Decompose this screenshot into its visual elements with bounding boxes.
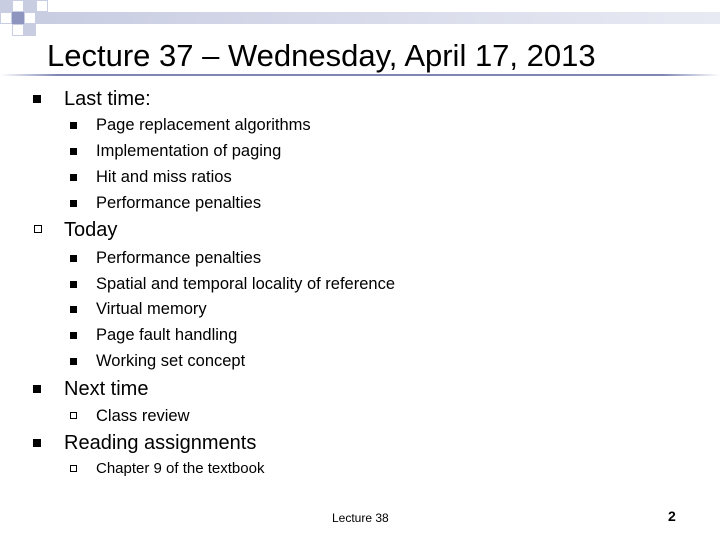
filled-square-bullet-icon <box>33 439 41 447</box>
list-item: Virtual memory <box>96 300 207 318</box>
section-label-last-time: Last time: <box>64 88 151 110</box>
list-item: Class review <box>96 407 190 425</box>
filled-square-bullet-icon <box>33 95 41 103</box>
list-item: Hit and miss ratios <box>96 168 232 186</box>
list-item: Page replacement algorithms <box>96 116 311 134</box>
filled-square-bullet-icon <box>70 148 77 155</box>
list-item: Implementation of paging <box>96 142 282 160</box>
page-number: 2 <box>668 508 676 524</box>
hollow-square-bullet-icon <box>70 465 77 472</box>
section-label-today: Today <box>64 219 118 241</box>
filled-square-bullet-icon <box>70 200 77 207</box>
filled-square-bullet-icon <box>33 385 41 393</box>
hollow-square-bullet-icon <box>34 225 42 233</box>
slide-footer: Lecture 38 <box>332 511 389 525</box>
list-item: Working set concept <box>96 352 246 370</box>
list-item: Page fault handling <box>96 326 238 344</box>
list-item: Performance penalties <box>96 194 262 212</box>
filled-square-bullet-icon <box>70 174 77 181</box>
filled-square-bullet-icon <box>70 122 77 129</box>
list-item: Performance penalties <box>96 249 262 267</box>
filled-square-bullet-icon <box>70 281 77 288</box>
filled-square-bullet-icon <box>70 306 77 313</box>
filled-square-bullet-icon <box>70 255 77 262</box>
hollow-square-bullet-icon <box>70 412 77 419</box>
filled-square-bullet-icon <box>70 358 77 365</box>
section-label-next-time: Next time <box>64 378 149 400</box>
list-item: Spatial and temporal locality of reference <box>96 275 395 293</box>
filled-square-bullet-icon <box>70 332 77 339</box>
slide-title: Lecture 37 – Wednesday, April 17, 2013 <box>47 38 596 73</box>
section-label-reading-assignments: Reading assignments <box>64 432 257 454</box>
list-item: Chapter 9 of the textbook <box>96 460 265 477</box>
